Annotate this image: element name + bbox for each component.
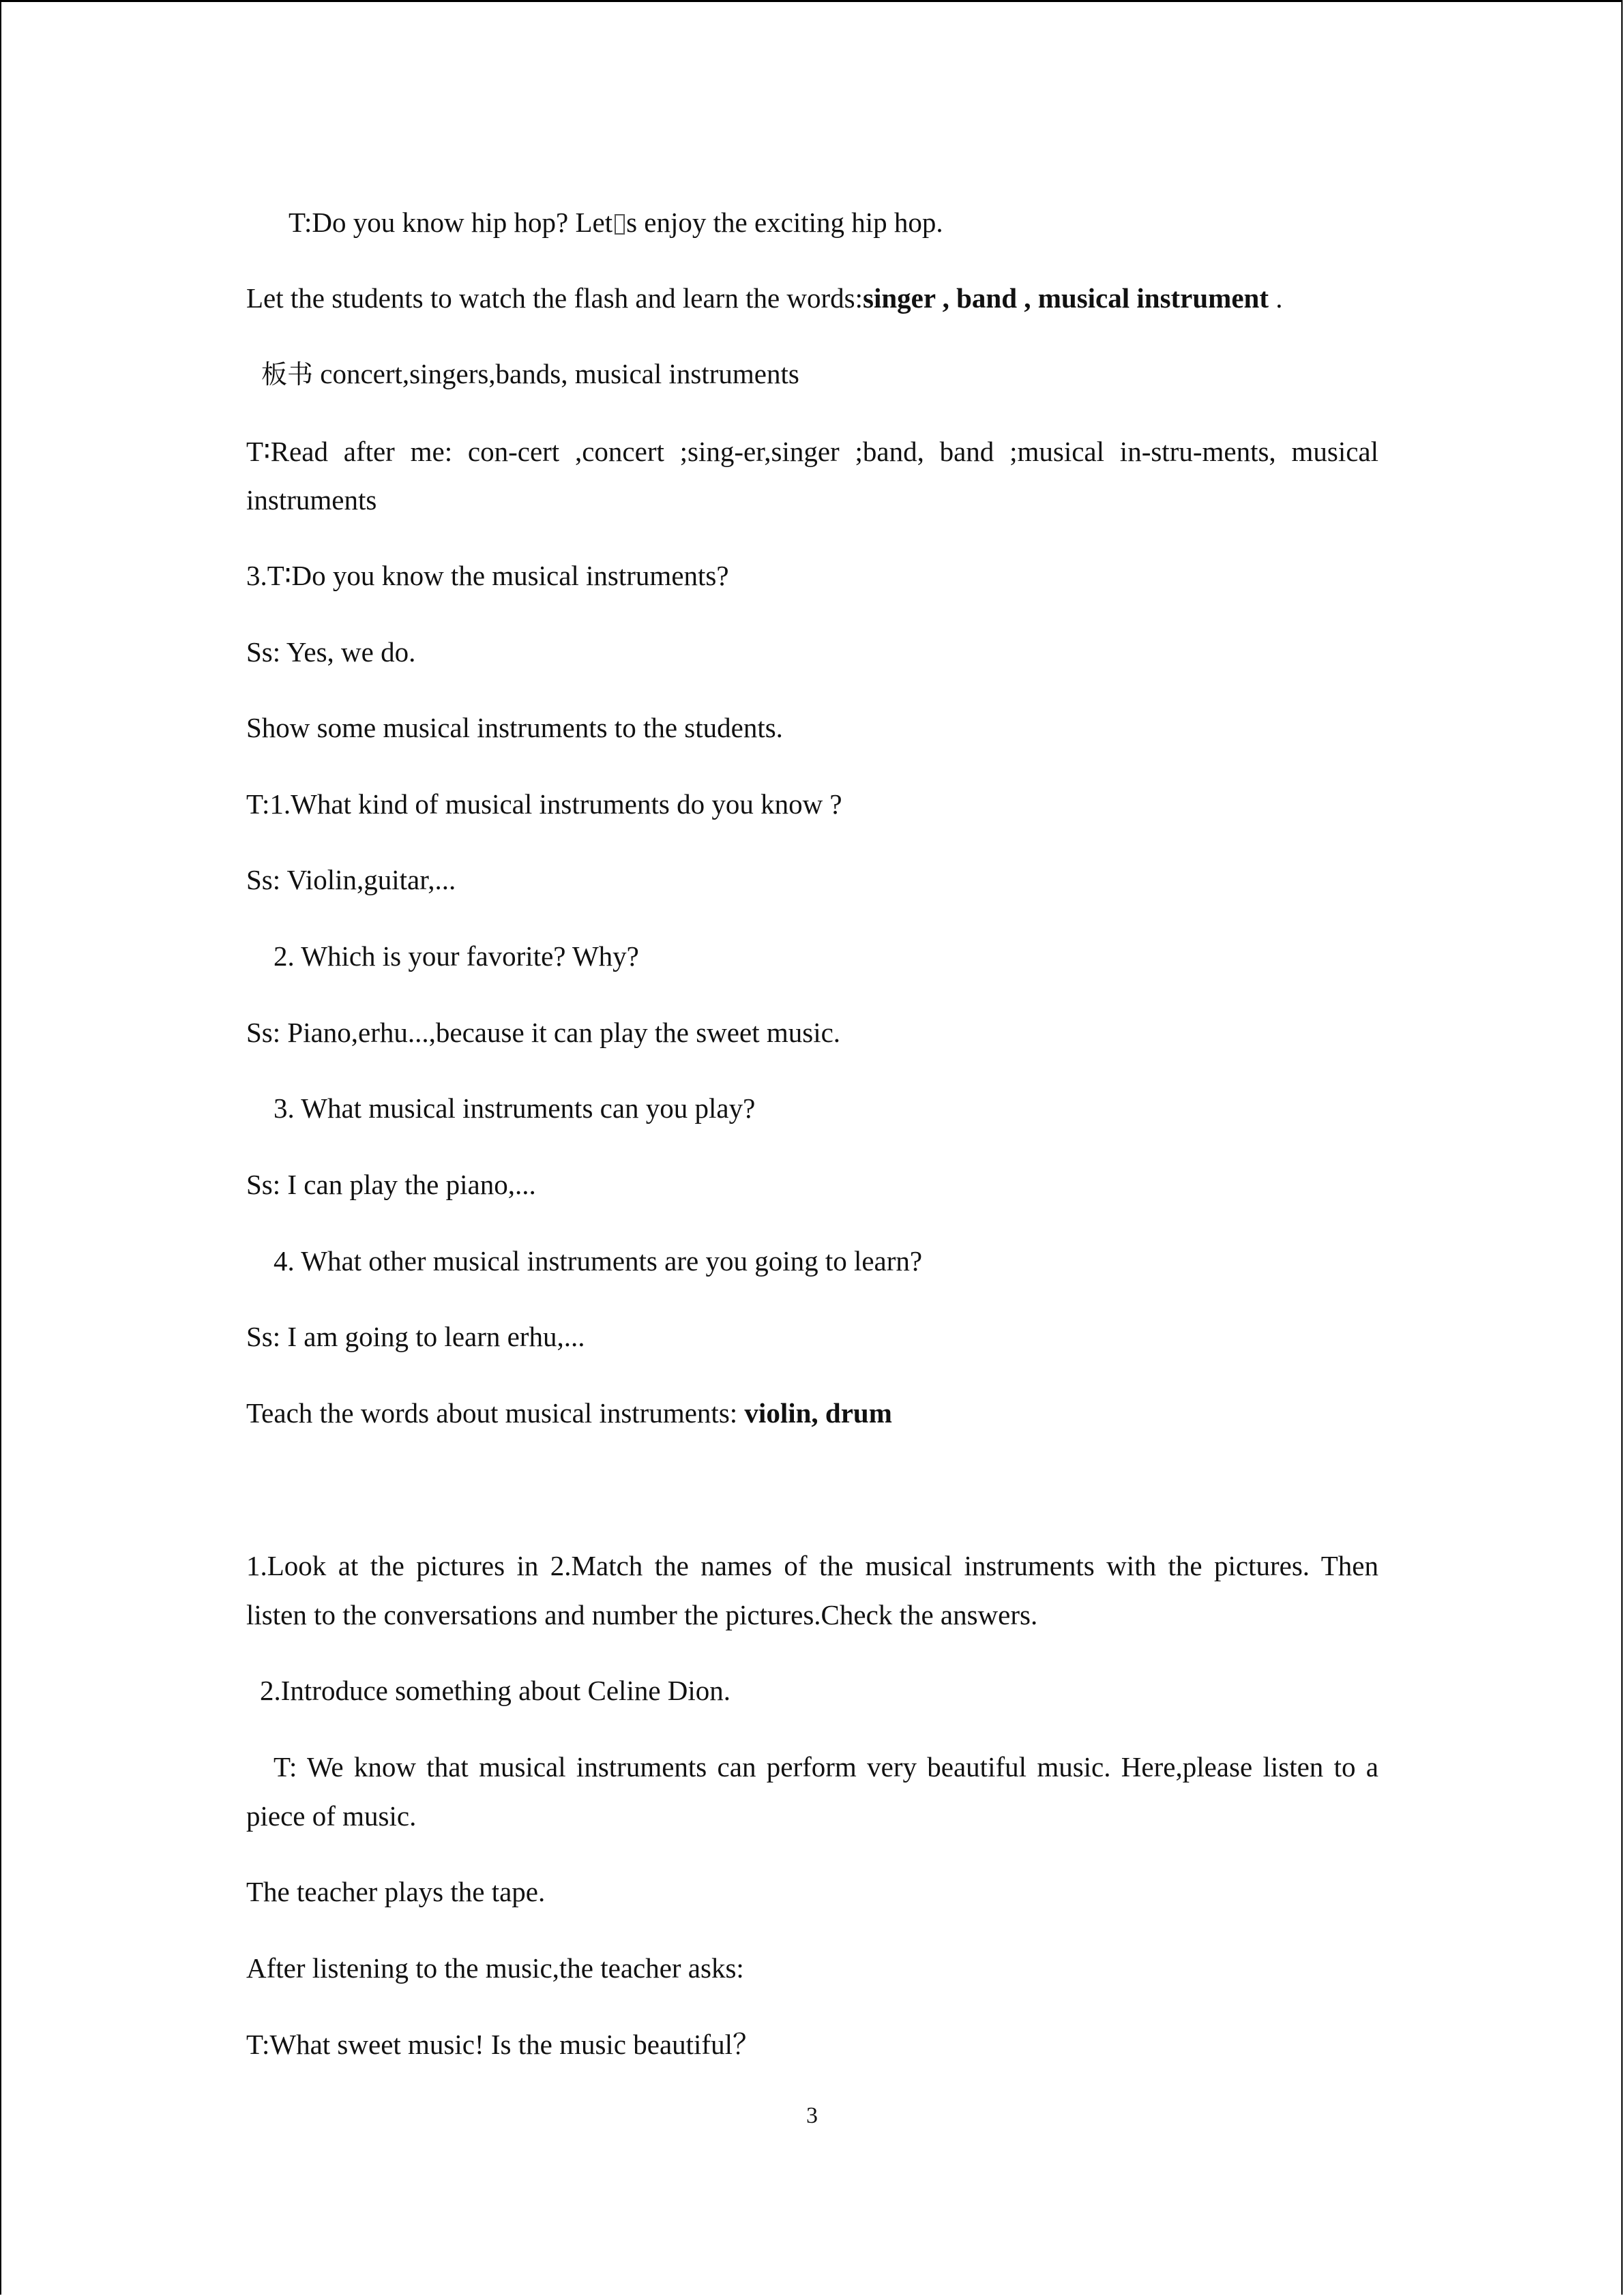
paragraph-read-after-me-cont: instruments — [246, 484, 377, 516]
paragraph-read-after-me: T∶Read after me: con-cert ,concert ;sing-er,singer ;band, band ;musical in-stru-ments, musical — [246, 436, 1378, 467]
paragraph-celine-dion: 2.Introduce something about Celine Dion. — [260, 1675, 731, 1706]
paragraph-look-pictures: 1.Look at the pictures in 2.Match the names of the musical instruments with the pictures. Then — [246, 1550, 1378, 1581]
paragraph-piano-erhu: Ss: Piano,erhu...,because it can play the sweet music. — [246, 1017, 841, 1048]
paragraph-after-listening: After listening to the music,the teacher asks: — [246, 1952, 744, 1984]
paragraph-plays-tape: The teacher plays the tape. — [246, 1876, 546, 1907]
paragraph-question-3: 3.T∶Do you know the musical instruments? — [246, 560, 729, 591]
paragraph-perform-music-cont: piece of music. — [246, 1800, 417, 1832]
paragraph-favorite: 2. Which is your favorite? Why? — [274, 940, 639, 972]
paragraph-sweet-music: T:What sweet music! Is the music beautiful？ — [246, 2029, 761, 2060]
paragraph-can-play: 3. What musical instruments can you play? — [274, 1092, 756, 1124]
vocab-bold: singer , band , musical instrument — [863, 282, 1269, 314]
paragraph-learn-erhu: Ss: I am going to learn erhu,... — [246, 1321, 585, 1352]
paragraph-watch-flash: Let the students to watch the flash and learn the words:singer , band , musical instrument . — [246, 282, 1283, 314]
paragraph-perform-music: T: We know that musical instruments can perform very beautiful music. Here,please listen to a — [274, 1751, 1378, 1783]
paragraph-blackboard: 板书 concert,singers,bands, musical instruments — [261, 358, 799, 389]
paragraph-teach-words: Teach the words about musical instruments: violin, drum — [246, 1397, 892, 1429]
paragraph-violin-guitar: Ss: Violin,guitar,... — [246, 864, 456, 895]
vocab-bold-violin-drum: violin, drum — [744, 1397, 892, 1429]
paragraph-show-instruments: Show some musical instruments to the students. — [246, 712, 783, 743]
missing-glyph-box — [615, 214, 625, 235]
paragraph-hip-hop: T:Do you know hip hop? Let s enjoy the exciting hip hop. — [289, 207, 943, 238]
blackboard-label: 板书 — [261, 359, 314, 389]
paragraph-play-piano: Ss: I can play the piano,... — [246, 1169, 536, 1200]
paragraph-yes-we-do: Ss: Yes, we do. — [246, 636, 416, 668]
paragraph-what-kind: T:1.What kind of musical instruments do you know ? — [246, 788, 842, 820]
page-number: 3 — [806, 2103, 818, 2128]
paragraph-look-pictures-cont: listen to the conversations and number the pictures.Check the answers. — [246, 1599, 1038, 1630]
paragraph-going-to-learn: 4. What other musical instruments are you going to learn? — [274, 1245, 923, 1277]
